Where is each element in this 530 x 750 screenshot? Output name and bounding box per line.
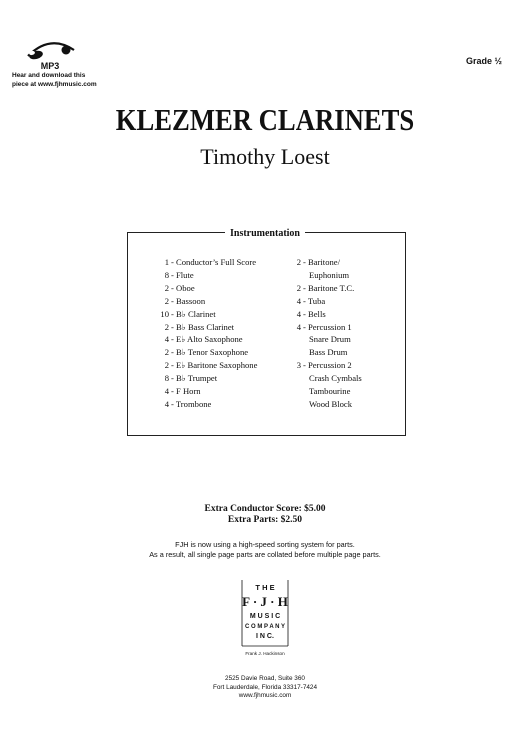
part-quantity: 2 bbox=[296, 257, 301, 267]
part-name: Oboe bbox=[176, 282, 195, 293]
part-quantity: 2 bbox=[164, 295, 169, 306]
part-name: Baritone/ bbox=[308, 257, 340, 267]
part-name: B♭ Bass Clarinet bbox=[176, 321, 235, 332]
part-name: Conductor’s Full Score bbox=[176, 257, 257, 267]
part-separator: - bbox=[171, 360, 177, 371]
logo-row-the: T H E bbox=[255, 583, 275, 592]
part-subitem: Wood Block bbox=[309, 398, 352, 409]
part-name: B♭ Clarinet bbox=[176, 308, 216, 319]
part-separator: - bbox=[303, 257, 309, 267]
instrument-part-item bbox=[148, 269, 288, 282]
part-separator: - bbox=[171, 386, 177, 397]
part-quantity: 8 bbox=[164, 269, 169, 280]
instrumentation-heading bbox=[0, 223, 530, 241]
part-name: E♭ Alto Saxophone bbox=[176, 334, 243, 345]
instrument-part-item bbox=[148, 295, 288, 308]
instrument-list-right bbox=[291, 256, 401, 411]
instrument-part-item bbox=[291, 282, 401, 295]
extra-parts-price: Extra Parts: $2.50 bbox=[227, 515, 303, 525]
part-name: F Horn bbox=[176, 386, 201, 397]
instrument-part-item bbox=[291, 308, 401, 321]
part-subitem: Tambourine bbox=[309, 386, 351, 397]
part-separator: - bbox=[171, 269, 177, 280]
instrument-part-item bbox=[291, 359, 401, 372]
fjh-music-company-logo bbox=[241, 580, 289, 660]
part-separator: - bbox=[303, 360, 309, 371]
part-subitem: Snare Drum bbox=[309, 334, 351, 345]
part-quantity: 1 bbox=[164, 257, 169, 267]
part-separator: - bbox=[171, 295, 177, 306]
instrument-part-item bbox=[148, 321, 288, 334]
mp3-caption-line2: piece at www.fjhmusic.com bbox=[12, 80, 97, 88]
mp3-headphones-logo bbox=[20, 36, 80, 72]
instrument-part-item bbox=[291, 321, 401, 334]
instrument-part-item bbox=[148, 385, 288, 398]
address-line2: Fort Lauderdale, Florida 33317-7424 bbox=[212, 683, 318, 691]
part-name: Percussion 1 bbox=[308, 321, 352, 332]
part-quantity: 2 bbox=[164, 347, 169, 358]
instrument-part-item bbox=[291, 256, 401, 269]
grade-label: Grade ½ bbox=[465, 56, 502, 66]
instrument-part-item bbox=[148, 333, 288, 346]
publisher-address bbox=[0, 675, 530, 701]
mp3-caption-line1: Hear and download this bbox=[12, 72, 86, 79]
part-separator: - bbox=[171, 321, 177, 332]
instrument-part-item bbox=[148, 398, 288, 411]
instrument-part-item bbox=[148, 308, 288, 321]
instrument-part-item bbox=[148, 282, 288, 295]
mp3-badge-text: MP3 bbox=[40, 61, 60, 71]
logo-row-music: M U S I C bbox=[249, 613, 281, 620]
part-separator: - bbox=[171, 257, 177, 267]
part-quantity: 2 bbox=[164, 360, 169, 371]
logo-row-fjh: F · J · H bbox=[242, 594, 288, 609]
part-separator: - bbox=[171, 334, 177, 345]
sorting-notice bbox=[0, 540, 530, 560]
part-quantity: 4 bbox=[296, 308, 301, 319]
address-line1: 2525 Davie Road, Suite 360 bbox=[225, 675, 305, 682]
instrumentation-heading-text: Instrumentation bbox=[225, 228, 305, 239]
extra-conductor-score-price: Extra Conductor Score: $5.00 bbox=[204, 504, 326, 514]
instrument-part-item bbox=[291, 295, 401, 308]
part-separator: - bbox=[303, 321, 309, 332]
part-name: Percussion 2 bbox=[308, 360, 352, 371]
part-separator: - bbox=[303, 295, 308, 306]
part-name: Tuba bbox=[307, 295, 326, 306]
part-subitem: Bass Drum bbox=[309, 347, 348, 358]
part-name: E♭ Baritone Saxophone bbox=[176, 360, 258, 371]
part-quantity: 2 bbox=[296, 282, 301, 293]
part-quantity: 2 bbox=[164, 282, 169, 293]
pricing-block bbox=[0, 504, 530, 526]
mp3-caption bbox=[12, 72, 108, 89]
instrument-part-item bbox=[148, 359, 288, 372]
part-separator: - bbox=[171, 308, 177, 319]
part-quantity: 4 bbox=[296, 321, 301, 332]
part-quantity: 10 bbox=[160, 308, 169, 319]
part-separator: - bbox=[171, 373, 177, 384]
part-name: Baritone T.C. bbox=[308, 282, 355, 293]
piece-title: KLEZMER CLARINETS bbox=[115, 102, 415, 137]
part-name: B♭ Trumpet bbox=[176, 373, 218, 384]
part-separator: - bbox=[171, 398, 176, 409]
sorting-notice-line1: FJH is now using a high-speed sorting system for parts. bbox=[175, 540, 355, 549]
part-name: Trombone bbox=[175, 398, 212, 409]
logo-row-inc: I N C. bbox=[256, 633, 274, 640]
instrument-part-item bbox=[148, 372, 288, 385]
part-subitem: Euphonium bbox=[309, 269, 350, 280]
part-quantity: 4 bbox=[164, 386, 169, 397]
part-quantity: 4 bbox=[164, 398, 169, 409]
part-quantity: 2 bbox=[164, 321, 169, 332]
part-name: Bells bbox=[308, 308, 326, 319]
part-separator: - bbox=[303, 282, 309, 293]
instrument-part-item bbox=[148, 256, 288, 269]
sorting-notice-line2: As a result, all single page parts are collated before multiple page parts. bbox=[149, 550, 381, 559]
part-quantity: 3 bbox=[296, 360, 301, 371]
logo-credit: Frank J. Hackinson bbox=[245, 651, 285, 656]
part-name: B♭ Tenor Saxophone bbox=[176, 347, 249, 358]
part-subitem: Crash Cymbals bbox=[309, 373, 362, 384]
part-name: Flute bbox=[176, 269, 194, 280]
instrument-list-left bbox=[148, 256, 288, 411]
logo-row-company: C O M P A N Y bbox=[244, 624, 286, 630]
part-quantity: 4 bbox=[164, 334, 169, 345]
part-name: Bassoon bbox=[176, 295, 206, 306]
publisher-website: www.fjhmusic.com bbox=[238, 692, 292, 699]
instrument-part-item bbox=[148, 346, 288, 359]
part-quantity: 4 bbox=[296, 295, 301, 306]
part-separator: - bbox=[303, 308, 309, 319]
composer-name: Timothy Loest bbox=[200, 144, 330, 169]
part-quantity: 8 bbox=[164, 373, 169, 384]
part-separator: - bbox=[171, 347, 177, 358]
part-separator: - bbox=[171, 282, 177, 293]
